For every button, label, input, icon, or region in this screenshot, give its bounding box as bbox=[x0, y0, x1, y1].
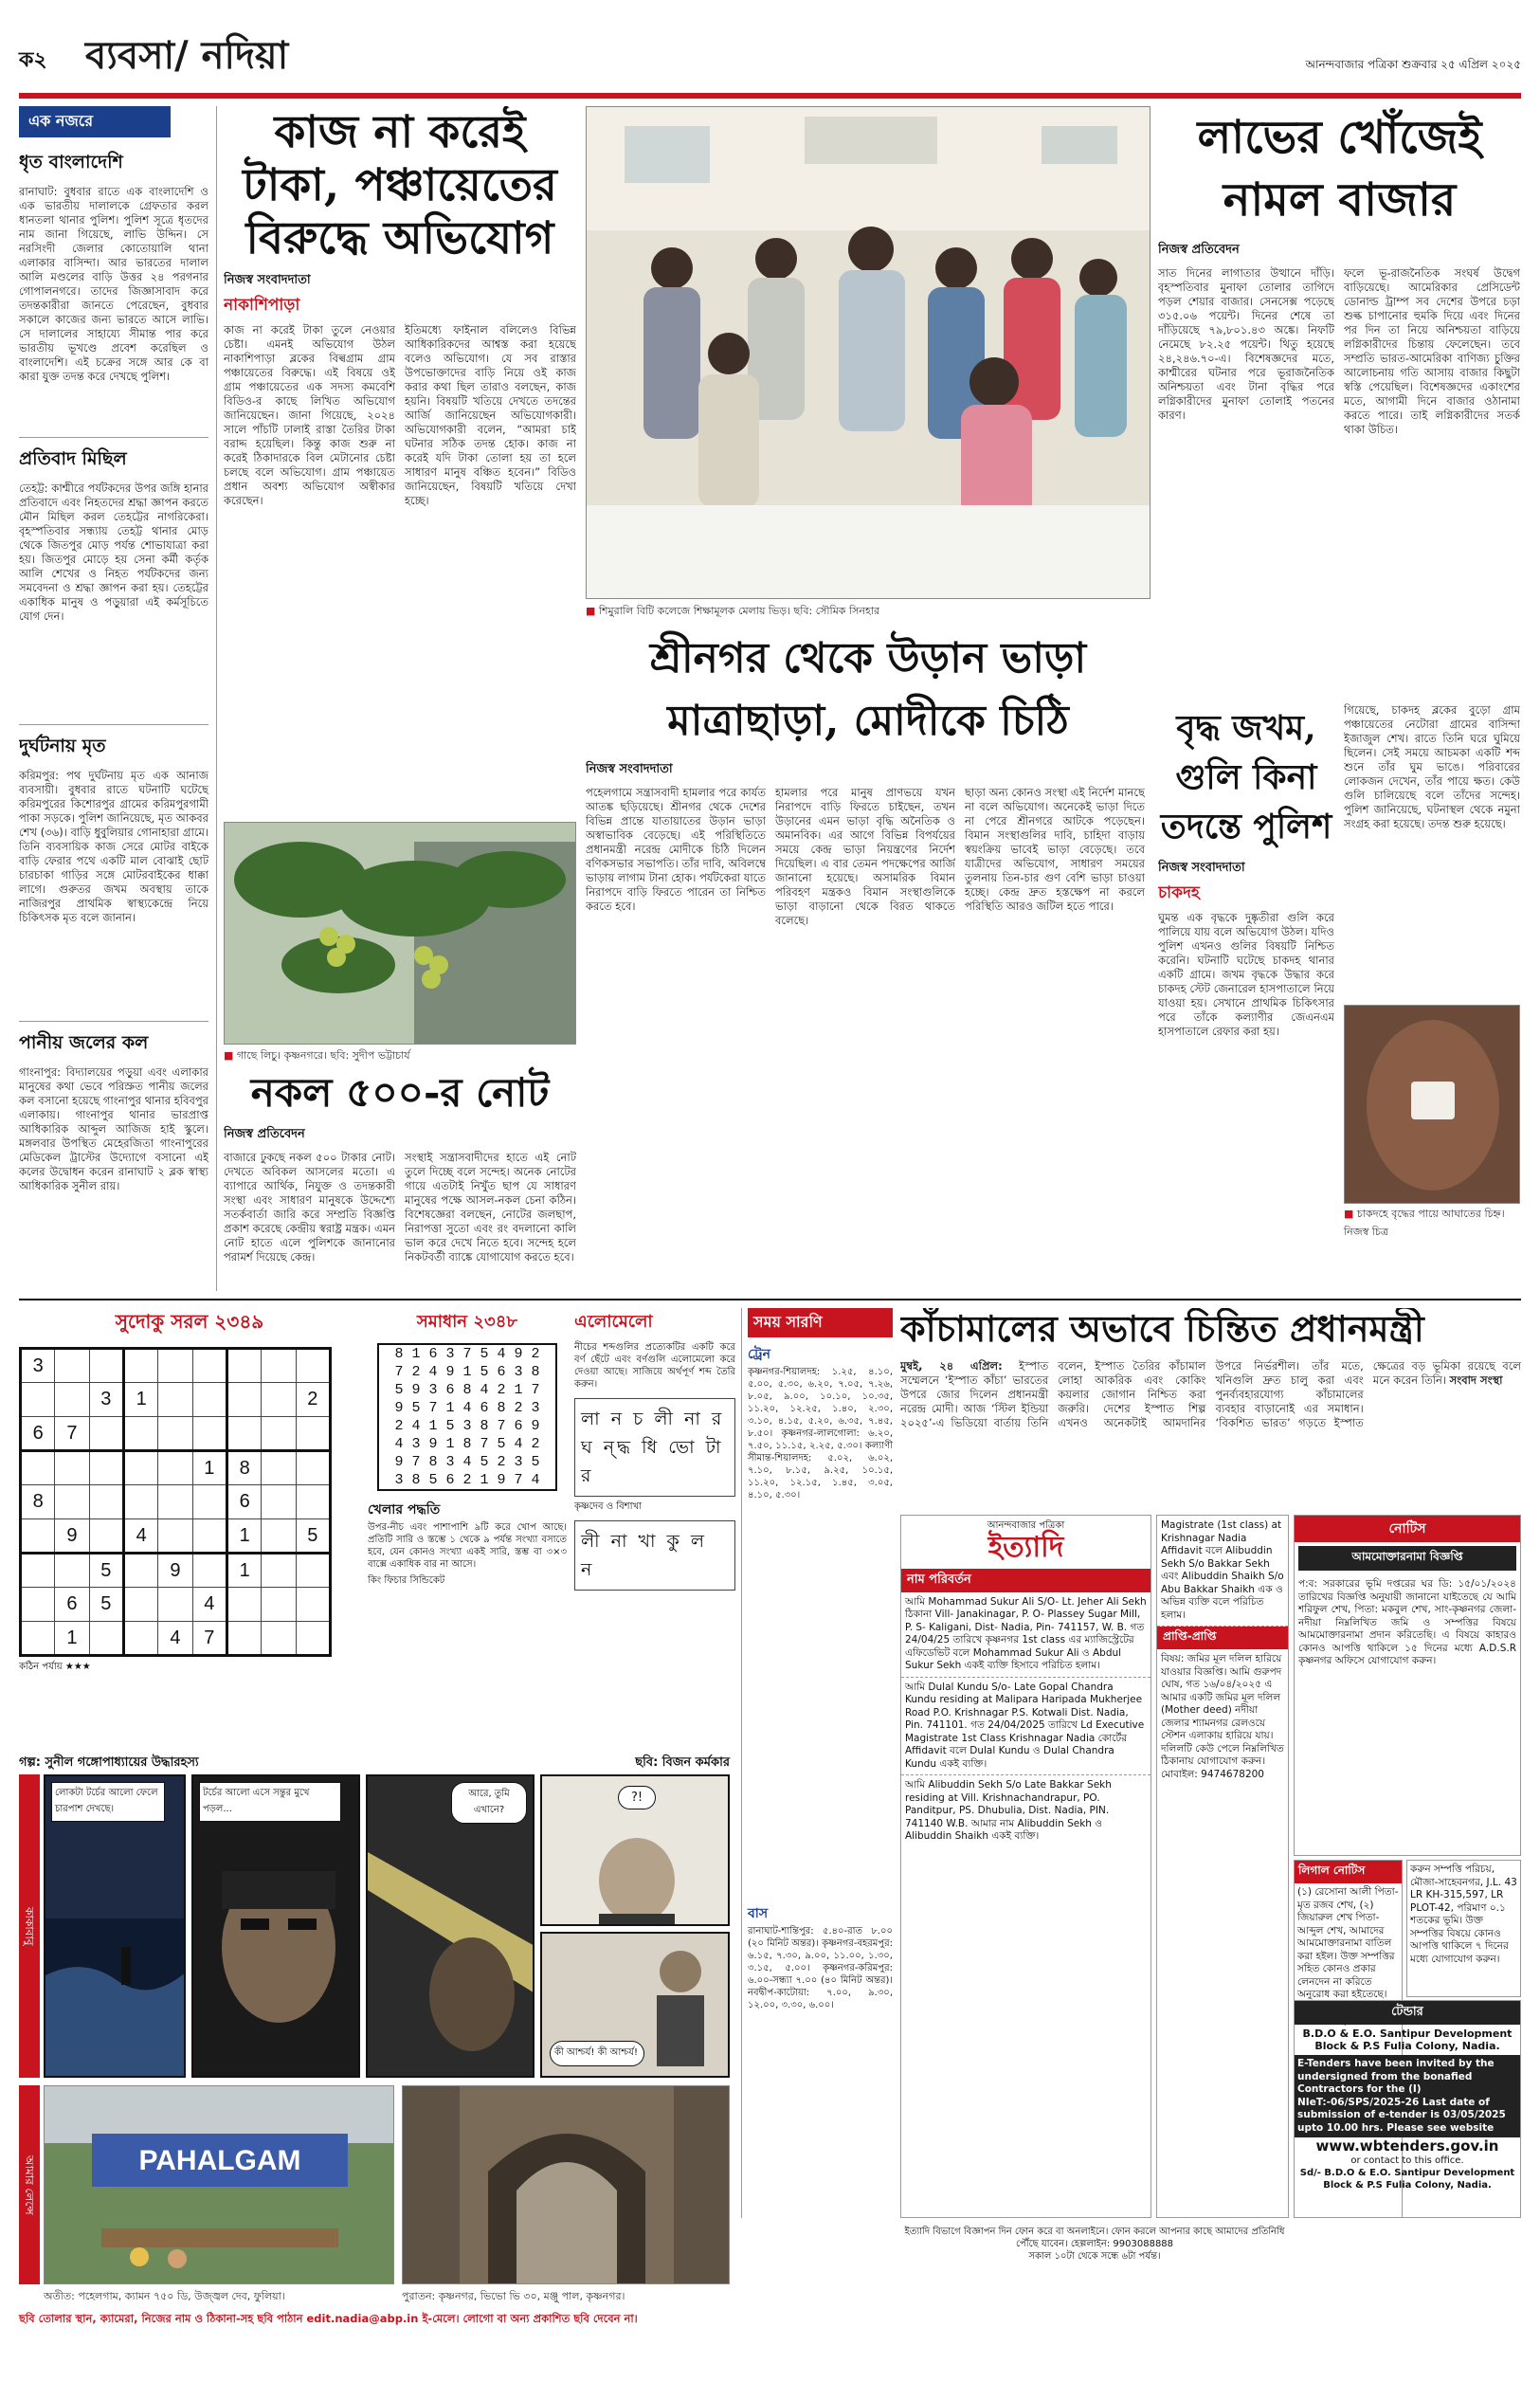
sudoku-cell[interactable] bbox=[123, 1622, 157, 1656]
body-col-2: হামলার পরে মানুষ প্রাণভয়ে যখন নিরাপদে বাড়ি ফিরতে চাইছেন, তখন উড়ানের এমন ভাড়া বৃদ্ধি অনৈতিক ও অমানবিক। এর আগে বিভিন্ন বিপর্যয়ের সময়ে কেন্দ্র ভাড়া নিয়ন্ত্রণের নির্দেশ দিয়েছিল। এ বার তেমন পদক্ষেপের আর্জি জানানো হয়েছে। অসামরিক বিমান পরিবহণ মন্ত্রকও বিমান সংস্থাগুলিকে ভাড়া বাড়ানো থেকে বিরত থাকতে বলেছে। bbox=[775, 786, 955, 927]
caption-text: শিমুরালি বিটি কলেজে শিক্ষামূলক মেলায় ভিড়। ছবি: সৌমিক সিনহার bbox=[598, 605, 880, 617]
elomelo-block bbox=[574, 1308, 735, 1744]
sudoku-cell[interactable]: 1 bbox=[226, 1519, 261, 1554]
ittadi-section-1: নাম পরিবর্তন bbox=[901, 1569, 1150, 1592]
pahalgam-illustration bbox=[45, 2086, 394, 2284]
brief-body: রানাঘাট: বুধবার রাতে এক বাংলাদেশি ও এক ভারতীয় দালালকে গ্রেফতার করল ধানতলা থানার পুলিশ। পুলিশ সূত্রে ধৃতদের নাম জানা গিয়েছে, লাভি উদ্দিন। সে নরসিংদী জেলার কোতোয়ালি থানা এলাকার বাসিন্দা। আর ভারতের দালাল আলি মণ্ডলের বাড়ি উত্তর ২৪ পরগনার গোপালনগরে। তাদের জিজ্ঞাসাবাদ করে তদন্তকারীরা জানতে পেরেছেন, বুধবার সকালে কাজের জন্য ভারতে আসে লাভি। সে দালালের সাহায্যে সীমান্ত পার করে ভারতীয় ভূখণ্ডে প্রবেশ করেছিল ও বাংলাদেশি। এই চক্রের সঙ্গে আর কে বা কারা যুক্ত তদন্ত করে দেখছে পুলিশ। bbox=[19, 185, 208, 383]
classified-ad: Magistrate (1st class) at Krishnagar Nadia Affidavit বলে Alibuddin Sekh S/o Bakkar Sekh এবং Alibuddin Shaikh S/o Abu Bakkar Shaikh এক ও অভিন্ন ব্যক্তি বলে পরিচিত হলাম। bbox=[1157, 1516, 1288, 1627]
masthead-rule bbox=[19, 93, 1521, 99]
sudoku-cell[interactable] bbox=[158, 1485, 192, 1519]
sudoku-cell[interactable] bbox=[21, 1519, 55, 1554]
sudoku-cell[interactable] bbox=[123, 1554, 157, 1588]
story-market bbox=[1158, 106, 1521, 694]
sudoku-cell[interactable] bbox=[262, 1485, 296, 1519]
timetable-block bbox=[741, 1308, 893, 2218]
column-rule bbox=[216, 106, 217, 1291]
sudoku-cell[interactable] bbox=[158, 1383, 192, 1417]
comic-story-credit: গল্প: সুনীল গঙ্গোপাধ্যায়ের উদ্ধারহস্য bbox=[19, 1755, 199, 1770]
sudoku-cell[interactable] bbox=[89, 1485, 123, 1519]
sudoku-cell[interactable]: 6 bbox=[226, 1485, 261, 1519]
sudoku-row bbox=[21, 1383, 331, 1417]
brief-body: গাংনাপুর: বিদ্যালয়ের পড়ুয়া এবং এলাকার মানুষের কথা ভেবে পরিস্রুত পানীয় জলের কল বসানো হয়েছে গাংনাপুর থানার হবিবপুর এলাকায়। গাংনাপুর থানার ভারপ্রাপ্ত আধিকারিক আব্দুল আজিজ হাই স্কুলে। মঙ্গলবার উপস্থিত মেহেরজিতা গাংনাপুরের মেডিকেল ট্রাস্টের উদ্যোগে বসানো এই কলের উদ্বোধন করেন রানাঘাট ২ ব্লক স্বাস্থ্য আধিকারিক সুনীল রায়। bbox=[19, 1065, 208, 1192]
tender-block bbox=[1294, 2000, 1521, 2218]
sudoku-cell[interactable] bbox=[192, 1383, 226, 1417]
body-col-1: পহেলগামে সন্ত্রাসবাদী হামলার পরে কার্যত আতঙ্ক ছড়িয়েছে। শ্রীনগর থেকে দেশের বিভিন্ন প্রান্তে যাতায়াতের উড়ান ভাড়া অস্বাভাবিক বেড়েছে। এই পরিস্থিতিতে প্রধানমন্ত্রী নরেন্দ্র মোদীকে চিঠি দিলেন বণিকসভার সভাপতি। তাঁর দাবি, অবিলম্বে ভাড়ায় লাগাম টানা হোক। পর্যটকেরা যাতে নিরাপদে বাড়ি ফিরতে পারেন তা নিশ্চিত করতে হবে। bbox=[586, 786, 766, 913]
comic-label: কাকাবাবু bbox=[19, 1774, 40, 2078]
photo-injury-caption bbox=[1344, 1206, 1520, 1242]
speech-box: টর্চের আলো এসে সন্তুর মুখে পড়ল... bbox=[199, 1782, 341, 1822]
paper-date: আনন্দবাজার পত্রিকা শুক্রবার ২৫ এপ্রিল ২০২৫ bbox=[1305, 58, 1521, 71]
sudoku-block bbox=[19, 1308, 360, 1744]
caption-text: চাকদহে বৃদ্ধের পায়ে আঘাতের চিহ্ন। নিজস্ব চিত্র bbox=[1344, 1208, 1505, 1238]
sudoku-cell[interactable] bbox=[55, 1349, 89, 1383]
caption-marker-icon: ■ bbox=[1344, 1208, 1354, 1220]
sudoku-row bbox=[21, 1554, 331, 1588]
story6-body bbox=[900, 1359, 1521, 1482]
ittadi-paper-tag: আনন্দবাজার পত্রিকা bbox=[987, 1520, 1065, 1531]
ittadi-header bbox=[901, 1516, 1150, 1569]
section-divider bbox=[19, 1299, 1521, 1300]
ek-nojore-tag: এক নজরে bbox=[19, 106, 171, 137]
story-srinagar-fare bbox=[586, 627, 1150, 1291]
speech-box: লোকটা টর্চের আলো ফেলে চারপাশ দেখছে। bbox=[51, 1782, 165, 1822]
ittadi-block bbox=[900, 1515, 1151, 2218]
sudoku-cell[interactable] bbox=[192, 1519, 226, 1554]
body-col-1: কাজ না করেই টাকা তুলে নেওয়ার চেষ্টা। এমনই অভিযোগ উঠল নাকাশিপাড়া ব্লকের বিল্বগ্রাম গ্রাম পঞ্চায়েতের বিরুদ্ধে। এই বিষয়ে ওই গ্রাম পঞ্চায়েতের এক সদস্য কমবেশি বিডিও-র কাছে লিখিত অভিযোগ জানিয়েছেন। জানা গিয়েছে, ২০২৪ সালে পাঁচটি ঢালাই রাস্তা তৈরির টাকা বরাদ্দ হয়েছিল। কিন্তু কাজ শুরু না করেই ঠিকাদারকে বিল মেটানোর চেষ্টা চলছে বলে অভিযোগ। গ্রাম পঞ্চায়েত প্রধান অবশ্য অভিযোগ অস্বীকার করেছেন। bbox=[224, 323, 395, 507]
ittadi-footer bbox=[900, 2226, 1289, 2263]
solution-credit: কিং ফিচার সিন্ডিকেট bbox=[368, 1575, 445, 1586]
sudoku-cell[interactable] bbox=[262, 1588, 296, 1622]
sudoku-cell[interactable] bbox=[21, 1588, 55, 1622]
legal-notice-right bbox=[1406, 1860, 1521, 1997]
sudoku-cell[interactable] bbox=[296, 1622, 330, 1656]
sudoku-difficulty: কঠিন পর্যায় ★★★ bbox=[19, 1662, 91, 1672]
legal-title: লিগাল নোটিস bbox=[1295, 1861, 1402, 1883]
story-fake-note bbox=[224, 1066, 576, 1291]
bus-body: রানাঘাট-শান্তিপুর: ৫.৪০-রাত ৮.০০ (২০ মিনিট অন্তর)। কৃষ্ণনগর-বহরমপুর: ৬.১৫, ৭.৩০, ৯.০০, ১১.০০, ১.৩০, ৩.১৫, ৫.০০। কৃষ্ণনগর-করিমপুর: ৬.০০-সন্ধ্যা ৭.০০ (৪০ মিনিট অন্তর)। নবদ্বীপ-কাটোয়া: ৭.০০, ৯.৩০, ১২.০০, ৩.৩০, ৬.০০। bbox=[748, 1926, 893, 2010]
ittadi-col2 bbox=[1156, 1515, 1289, 2218]
sudoku-cell[interactable]: 2 bbox=[296, 1383, 330, 1417]
sudoku-cell[interactable] bbox=[158, 1588, 192, 1622]
dateline: চাকদহ bbox=[1158, 883, 1200, 902]
brief-title: প্রতিবাদ মিছিল bbox=[19, 448, 127, 469]
elomelo-title: এলোমেলো bbox=[574, 1312, 653, 1332]
sudoku-cell[interactable]: 3 bbox=[89, 1383, 123, 1417]
injury-photo-illustration bbox=[1345, 1006, 1520, 1204]
comic-art-credit: ছবি: বিজন কর্মকার bbox=[635, 1755, 730, 1770]
ittadi-section-2: প্রাপ্তি-প্রাপ্তি bbox=[1157, 1627, 1288, 1649]
solution-row: 5 9 3 6 8 4 2 1 7 bbox=[394, 1382, 540, 1398]
sudoku-cell[interactable]: 3 bbox=[21, 1349, 55, 1383]
sudoku-cell[interactable] bbox=[262, 1554, 296, 1588]
byline: নিজস্ব সংবাদদাতা bbox=[586, 762, 673, 776]
sudoku-cell[interactable] bbox=[55, 1451, 89, 1485]
sudoku-cell[interactable]: 6 bbox=[21, 1417, 55, 1451]
comic-panel-4 bbox=[540, 1774, 730, 1926]
sudoku-cell[interactable]: 1 bbox=[55, 1622, 89, 1656]
comic-panel-3 bbox=[366, 1774, 534, 2078]
solution-row: 3 8 5 6 2 1 9 7 4 bbox=[394, 1472, 540, 1488]
byline: নিজস্ব প্রতিবেদন bbox=[1158, 243, 1240, 257]
sudoku-cell[interactable]: 6 bbox=[55, 1588, 89, 1622]
brief-body: তেহট্ট: কাশ্মীরে পর্যটকদের উপর জঙ্গি হানার প্রতিবাদে এবং নিহতদের শ্রদ্ধা জ্ঞাপন করতে মৌন মিছিল করল তেহট্টের নাগরিকেরা। বৃহস্পতিবার সন্ধ্যায় তেহট্ট থানার মোড় থেকে জিতপুর মোড় পর্যন্ত শোভাযাত্রা করা হয়। জিতপুর মোড়ে হয় সেনা কর্মী কর্তৃক আলি শেখের ও নিহত পর্যটকদের জন্য সমবেদনা ও শ্রদ্ধা জ্ঞাপন করা হয়। তেহট্টের একাধিক মানুষ ও পড়ুয়ারা এই কর্মসূচিতে যোগ দেন। bbox=[19, 482, 208, 623]
sudoku-cell[interactable] bbox=[296, 1554, 330, 1588]
elomelo-instructions: নীচের শব্দগুলির প্রত্যেকটির একটি করে বর্ণ ছেঁটে এবং বর্ণগুলি এলোমেলো করে দেওয়া আছে। সাজিয়ে অর্থপূর্ণ শব্দ তৈরি করুন। bbox=[574, 1342, 735, 1390]
lychee-photo-illustration bbox=[225, 823, 576, 1045]
sudoku-cell[interactable]: 9 bbox=[158, 1554, 192, 1588]
sudoku-cell[interactable] bbox=[226, 1417, 261, 1451]
tender-website[interactable]: www.wbtenders.gov.in bbox=[1315, 2137, 1499, 2155]
sudoku-cell[interactable] bbox=[226, 1383, 261, 1417]
sudoku-cell[interactable]: 7 bbox=[55, 1417, 89, 1451]
bus-title: বাস bbox=[748, 1906, 769, 1921]
comic-block bbox=[19, 1754, 730, 2081]
sudoku-cell[interactable] bbox=[192, 1417, 226, 1451]
body-col-2: ফলে ভূ-রাজনৈতিক সংঘর্ষ উদ্বেগ বাড়িয়েছে। আমেরিকার প্রেসিডেন্ট ডোনাল্ড ট্রাম্প সব দেশের উপরে চড়া শুল্ক চাপানোর হুমকি দিয়ে এবং দিনের পর দিন তা নিয়ে অনিশ্চয়তা বাড়িয়ে লগ্নিকারীদের চিন্তায় ফেলেছেন। তবে সম্প্রতি ভারত-আমেরিকা বাণিজ্য চুক্তির আলোচনায় গতি আসায় বাজার কিছুটা স্বস্তি পেয়েছিল। বিশেষজ্ঞদের একাংশের মতে, আগামী দিনে বাজার ওঠানামা করতে পারে। তাই লগ্নিকারীদের সতর্ক থাকা উচিত। bbox=[1344, 266, 1520, 436]
notices-title: নোটিস bbox=[1295, 1516, 1520, 1542]
sudoku-row bbox=[21, 1622, 331, 1656]
headline: লাভের খোঁজেই নামল বাজার bbox=[1197, 111, 1482, 227]
brief-body: করিমপুর: পথ দুর্ঘটনায় মৃত এক আনাজ ব্যবসায়ী। বুধবার রাতে ঘটনাটি ঘটেছে করিমপুরের কিশোরপুর গ্রামের করিমপুরগামী পাকা সড়কে। পুলিশ জানিয়েছে, মৃত আকবর শেখ (৩৬)। বাড়ি ধুবুলিয়ার গোনাহারা গ্রামে। তিনি ব্যবসায়িক কাজ সেরে মোটর বাইকে বাড়ি ফেরার পথে একটি মাল বোঝাই ছোট চারচাকা গাড়ির সঙ্গে মোটরবাইকের ধাক্কা লাগে। গুরুতর জখম অবস্থায় তাকে নাজিরপুর প্রাথমিক স্বাস্থ্যকেন্দ্রে নিয়ে চিকিৎসক মৃত বলে জানান। bbox=[19, 769, 208, 924]
classified-ad: আমি Dulal Kundu S/o- Late Gopal Chandra Kundu residing at Malipara Haripada Mukherjee Road P.O. Krishnagar P.S. Kotwali Dist. Nadia, Pin. 741101. গত 24/04/2025 তারিখে Ld Executive Magistrate 1st Class Krishnagar Nadia কোর্টের Affidavit বলে Dulal Kundu ও Dulal Chandra Kundu একই ব্যক্তি। bbox=[901, 1678, 1150, 1776]
classified-ad: বিষয়: জমির মূল দলিল হারিয়ে যাওয়ার বিজ্ঞপ্তি। আমি গুরুপদ ঘোষ, গত ১৬/০৪/২০২৫ এ আমার একটি জমির মূল দলিল (Mother deed) নদীয়া জেলার শ্যামনগর রেলওয়ে স্টেশন এলাকায় হারিয়ে যায়। দলিলটি কেউ পেলে নিম্নলিখিত ঠিকানায় যোগাযোগ করুন। মোবাইল: 9474678200 bbox=[1161, 1653, 1284, 1780]
torch-light-illustration bbox=[368, 1833, 534, 2078]
tender-contact: or contact to this office. bbox=[1350, 2155, 1464, 2166]
dateline: নাকাশিপাড়া bbox=[224, 296, 300, 315]
sudoku-cell[interactable]: 1 bbox=[123, 1383, 157, 1417]
sudoku-cell[interactable] bbox=[296, 1417, 330, 1451]
fair-photo-illustration bbox=[587, 107, 1150, 599]
brief-3 bbox=[19, 724, 208, 1006]
byline: নিজস্ব সংবাদদাতা bbox=[1158, 861, 1245, 875]
brief-title: ধৃত বাংলাদেশি bbox=[19, 152, 123, 173]
sudoku-cell[interactable]: 8 bbox=[21, 1485, 55, 1519]
brief-1 bbox=[19, 149, 208, 422]
sudoku-cell[interactable] bbox=[296, 1588, 330, 1622]
ittadi-brand: ইত্যাদি bbox=[987, 1531, 1064, 1564]
speech-bubble: কী আশ্চর্য! কী আশ্চর্য! bbox=[550, 2041, 644, 2066]
ittadi-footer-line-1: ইত্যাদি বিভাগে বিজ্ঞাপন দিন ফোন করে বা অনলাইনে। ফোন করলে আপনার কাছে আমাদের প্রতিনিধি পৌঁছে যাবেন। হেল্পলাইন: 9903088888 bbox=[904, 2227, 1285, 2249]
sudoku-cell[interactable] bbox=[262, 1417, 296, 1451]
sudoku-cell[interactable] bbox=[262, 1622, 296, 1656]
sudoku-cell[interactable] bbox=[192, 1554, 226, 1588]
camera-caption-1: অতীত: পহেলগাম, ক্যামন ৭৫০ ডি, উজ্জ্বল দেব, ফুলিয়া। bbox=[44, 2290, 285, 2302]
sudoku-cell[interactable]: 1 bbox=[226, 1554, 261, 1588]
sudoku-row bbox=[21, 1451, 331, 1485]
solution-block bbox=[368, 1308, 567, 1744]
train-title: ট্রেন bbox=[748, 1347, 770, 1362]
solution-grid bbox=[377, 1343, 557, 1491]
sudoku-cell[interactable] bbox=[55, 1485, 89, 1519]
brief-title: পানীয় জলের কল bbox=[19, 1032, 149, 1053]
sudoku-cell[interactable]: 9 bbox=[55, 1519, 89, 1554]
sudoku-cell[interactable] bbox=[158, 1349, 192, 1383]
solution-row: 7 2 4 9 1 5 6 3 8 bbox=[394, 1364, 540, 1380]
sudoku-cell[interactable]: 7 bbox=[192, 1622, 226, 1656]
photo-lychee-caption bbox=[224, 1047, 576, 1065]
sudoku-cell[interactable] bbox=[226, 1588, 261, 1622]
classified-ad: আমি Mohammad Sukur Ali S/O- Lt. Jeher Ali Sekh ঠিকানা Vill- Janakinagar, P. O- Plassey Sugar Mill, P. S- Kaligani, Dist- Nadia, Pin- 741157, W. B. গত 24/04/25 তারিখে কৃষ্ণনগর 1st class এর ম্যাজিস্ট্রেটের এফিডেভিট বলে Mohammad Sukur Ali ও Abdul Sukur Sekh একই ব্যক্তি হিসাবে পরিচিত হলাম। bbox=[901, 1592, 1150, 1678]
comic-panel-5 bbox=[540, 1932, 730, 2078]
body-col-1: সাত দিনের লাগাতার উত্থানে দাঁড়ি। বৃহস্পতিবার মুনাফা তোলার তাগিদে পড়ল শেয়ার বাজার। সেনসেক্স পড়েছে ৩১৫.০৬ পয়েন্ট। দিনের শেষে তা দাঁড়িয়েছে ৭৯,৮০১.৪৩ অঙ্কে। নিফটি নেমেছে ৮২.২৫ পয়েন্ট। থিতু হয়েছে ২৪,২৪৬.৭০-এ। বিশেষজ্ঞদের মতে, কাশ্মীরের ঘটনার পরে ভূরাজনৈতিক অনিশ্চয়তা এবং টানা বৃদ্ধির পরে লগ্নিকারীদের মুনাফা তোলাই পতনের কারণ। bbox=[1158, 266, 1334, 422]
ek-nojore-column bbox=[19, 106, 208, 1291]
sudoku-cell[interactable] bbox=[123, 1485, 157, 1519]
sudoku-cell[interactable] bbox=[296, 1485, 330, 1519]
body-col-1: ঘুমন্ত এক বৃদ্ধকে দুষ্কৃতীরা গুলি করে পালিয়ে যায় বলে অভিযোগ উঠল। যদিও পুলিশ এখনও গুলির বিষয়টি নিশ্চিত করেনি। ঘটনাটি ঘটেছে চাকদহ থানার একটি গ্রামে। জখম বৃদ্ধকে উদ্ধার করে চাকদহ স্টেট জেনারেল হাসপাতালে নিয়ে যাওয়া হয়। সেখানে প্রাথমিক চিকিৎসার পরে তাঁকে কল্যাণীর জেএনএম হাসপাতালে রেফার করা হয়। bbox=[1158, 911, 1334, 1038]
body-col-2: ইতিমধ্যে ফাইনাল বলিলেও বিভিন্ন আধিকারিকদের আশ্বস্ত করা হয়েছে বলেও অভিযোগ। যে সব রাস্তার উপভোক্তাদের বাড়ি নিয়ে ওই কাজ করার কথা ছিল তারাও বলছেন, কাজ হয়নি। বিষয়টি খতিয়ে দেখতে তদন্তের আর্জি জানিয়েছেন অভিযোগকারী। অভিযোগকারী বলেন, “আমরা চাই ঘটনার সঠিক তদন্ত হোক। কাজ না করেই যদি টাকা তোলা হয় তা হলে সাধারণ মানুষ বঞ্চিত হবেন।” বিডিও জানিয়েছেন, বিষয়টি খতিয়ে দেখা হচ্ছে। bbox=[405, 323, 576, 507]
sudoku-row bbox=[21, 1588, 331, 1622]
story-elderly-injured bbox=[1158, 703, 1521, 1291]
headline: কাজ না করেই টাকা, পঞ্চায়েতের বিরুদ্ধে অভিযোগ bbox=[243, 106, 557, 264]
photo-injury bbox=[1344, 1005, 1520, 1204]
elomelo-set-2: লী না খা কু ল ন bbox=[574, 1520, 735, 1591]
story6-text: ইস্পাত সম্মেলনে ‘ইস্পাত কাঁচা’ ভারতের উপরে জোর দিলেন প্রধানমন্ত্রী নরেন্দ্র মোদী। আজ ‘স্টিল ইন্ডিয়া ২০২৫’-এ ভিডিয়ো বার্তায় তিনি বলেন, ইস্পাত তৈরির কাঁচামাল লোহা আকরিক এবং কোকিং কয়লার জোগান নিশ্চিত করা জরুরি। দেশের ইস্পাত শিল্প এখনও অনেকটাই আমদানির উপরে নির্ভরশীল। তাঁর মতে, খনিগুলি দ্রুত চালু করা এবং পুনর্ব্যবহারযোগ্য কাঁচামালের ব্যবহার বাড়ানোই এর সমাধান। ‘বিকশিত ভারত’ গড়তে ইস্পাত ক্ষেত্রের বড় ভূমিকা রয়েছে বলে মনে করেন তিনি। bbox=[900, 1358, 1521, 1429]
sudoku-cell[interactable] bbox=[262, 1383, 296, 1417]
pahalgam-sign: PAHALGAM bbox=[138, 2145, 301, 2176]
sudoku-cell[interactable]: 5 bbox=[296, 1519, 330, 1554]
sudoku-cell[interactable] bbox=[89, 1622, 123, 1656]
sudoku-row bbox=[21, 1519, 331, 1554]
sudoku-row bbox=[21, 1485, 331, 1519]
byline: নিজস্ব প্রতিবেদন bbox=[224, 1127, 305, 1141]
tender-body: E-Tenders have been invited by the undersigned from the bonafied Contractors for the (I) NIeT:-06/SPS/2025-26 Last date of submission of e-tender is 03/05/2025 upto 10.00 hrs. Please see website bbox=[1295, 2055, 1520, 2137]
sudoku-cell[interactable] bbox=[123, 1451, 157, 1485]
solution-row: 4 3 9 1 8 7 5 4 2 bbox=[394, 1436, 540, 1452]
agency: সংবাদ সংস্থা bbox=[1449, 1373, 1503, 1387]
camera-label: আমার লেন্সে bbox=[19, 2085, 40, 2284]
sudoku-cell[interactable]: 1 bbox=[192, 1451, 226, 1485]
solution-title: সমাধান ২৩৪৮ bbox=[416, 1312, 518, 1332]
dateline: মুম্বই, ২৪ এপ্রিল: bbox=[900, 1358, 1003, 1373]
classified-ad: আমি Alibuddin Sekh S/o Late Bakkar Sekh residing at Vill. Krishnachandrapur, PO. Panditpur, PS. Dhubulia, Dist. Nadia, PIN. 741140 W.B. আমার নাম Alibuddin Sekh ও Alibuddin Shaikh একই ব্যক্তি। bbox=[905, 1779, 1112, 1842]
tender-title: টেন্ডার bbox=[1295, 2001, 1520, 2025]
byline: নিজস্ব সংবাদদাতা bbox=[224, 273, 311, 287]
sudoku-grid bbox=[19, 1347, 332, 1657]
headline: বৃদ্ধ জখম, গুলি কিনা তদন্তে পুলিশ bbox=[1160, 708, 1332, 846]
photo-lychee bbox=[224, 822, 576, 1045]
camera-block bbox=[19, 2085, 730, 2360]
sudoku-cell[interactable] bbox=[262, 1349, 296, 1383]
sudoku-cell[interactable]: 4 bbox=[158, 1622, 192, 1656]
caption-text: গাছে লিচু। কৃষ্ণনগরে। ছবি: সুদীপ ভট্টাচার্য bbox=[236, 1049, 410, 1062]
sudoku-cell[interactable] bbox=[158, 1417, 192, 1451]
sudoku-cell[interactable] bbox=[55, 1383, 89, 1417]
photo-fair-caption bbox=[586, 603, 1150, 621]
notice-body: প:ব: সরকারের ভূমি দপ্তরের ঘর ডি: ১৫/০১/২০২৪ তারিখের বিজ্ঞপ্তি অনুযায়ী জানানো যাইতেছে যে আমি শরিফুল শেখ, পিতা: মকবুল শেখ, সাং-কৃষ্ণনগর জেলা-নদীয়া নিম্নলিখিত জমি ও সম্পত্তির বিষয়ে আমমোক্তারনামা প্রদান করিতেছি। এ বিষয়ে কাহারও কোনও আপত্তি থাকিলে ১৫ দিনের মধ্যে A.D.S.R কৃষ্ণনগর অফিসে যোগাযোগ করুন। bbox=[1298, 1578, 1516, 1666]
sudoku-cell[interactable] bbox=[89, 1519, 123, 1554]
comic-header bbox=[19, 1754, 730, 1773]
speech-bubble: আরে, তুমি এখানে? bbox=[451, 1782, 527, 1824]
page-number: ক২ bbox=[19, 48, 47, 72]
sudoku-cell[interactable] bbox=[21, 1451, 55, 1485]
camera-footer: ছবি তোলার স্থান, ক্যামেরা, নিজের নাম ও ঠিকানা-সহ ছবি পাঠান edit.nadia@abp.in ই-মেলে। লোগো বা অন্য প্রকাশিত ছবি দেবেন না। bbox=[19, 2312, 638, 2325]
sudoku-cell[interactable]: 5 bbox=[89, 1554, 123, 1588]
photo-pahalgam bbox=[44, 2085, 394, 2284]
sudoku-cell[interactable] bbox=[192, 1349, 226, 1383]
body-col-1: বাজারে ঢুকছে নকল ৫০০ টাকার নোট। দেখতে অবিকল আসলের মতো। এ ব্যাপারে আর্থিক, নিযুক্ত ও তদন্তকারী সংস্থা এবং সাধারণ মানুষকে উদ্দেশ্যে সতর্কবার্তা জারি করে সম্প্রতি বিজ্ঞপ্তি প্রকাশ করেছে কেন্দ্রীয় স্বরাষ্ট্র মন্ত্রক। এমন নোট হাতে এলে পুলিশকে জানানোর পরামর্শ দিয়েছে কেন্দ্র। bbox=[224, 1151, 395, 1264]
headline: নকল ৫০০-র নোট bbox=[250, 1069, 550, 1116]
camera-caption-2: পুরাতন: কৃষ্ণনগর, ভিভো ভি ৩০, মঞ্জু পাল, কৃষ্ণনগর। bbox=[402, 2290, 625, 2302]
face-illustration bbox=[212, 1843, 345, 2070]
sudoku-cell[interactable] bbox=[296, 1349, 330, 1383]
masthead bbox=[19, 34, 1521, 91]
ittadi-footer-line-2: সকাল ১০টা থেকে সন্ধে ৬টা পর্যন্ত। bbox=[1028, 2251, 1161, 2262]
body-col-2: গিয়েছে, চাকদহ ব্লকের বুড়ো গ্রাম পঞ্চায়েতের নেটোরা গ্রামের বাসিন্দা ইজাজুল শেখ। রাতে তিনি ঘরে ঘুমিয়ে ছিলেন। সেই সময়ে আচমকা একটি শব্দ শুনে তাঁর ঘুম ভাঙে। পরিবারের লোকজন দেখেন, তাঁর পায়ে ক্ষত। কেউ গুলি চালিয়েছে বলে তাঁদের সন্দেহ। পুলিশ জানিয়েছে, ঘটনাস্থল থেকে নমুনা সংগ্রহ করা হয়েছে। তদন্ত শুরু হয়েছে। bbox=[1344, 703, 1520, 830]
story-panchayat bbox=[224, 106, 576, 812]
headline: কাঁচামালের অভাবে চিন্তিত প্রধানমন্ত্রী bbox=[900, 1308, 1424, 1350]
speech-bubble: ?! bbox=[618, 1786, 656, 1809]
sudoku-cell[interactable] bbox=[192, 1485, 226, 1519]
sudoku-cell[interactable] bbox=[158, 1519, 192, 1554]
sudoku-cell[interactable]: 5 bbox=[89, 1588, 123, 1622]
solution-row: 2 4 1 5 3 8 7 6 9 bbox=[394, 1418, 540, 1434]
tender-sign: Sd/- B.D.O & E.O. Santipur Development Block & P.S Fulia Colony, Nadia. bbox=[1299, 2168, 1515, 2191]
photo-fair bbox=[586, 106, 1150, 599]
section-title: ব্যবসা/ নদিয়া bbox=[85, 33, 289, 78]
solution-row: 9 5 7 1 4 6 8 2 3 bbox=[394, 1400, 540, 1416]
sudoku-cell[interactable] bbox=[55, 1554, 89, 1588]
sudoku-cell[interactable] bbox=[123, 1588, 157, 1622]
sea-night-illustration bbox=[45, 1918, 186, 2078]
sudoku-cell[interactable]: 4 bbox=[123, 1519, 157, 1554]
caption-marker-icon: ■ bbox=[224, 1049, 234, 1062]
comic-panel-2 bbox=[191, 1774, 360, 2078]
sudoku-cell[interactable] bbox=[89, 1349, 123, 1383]
timetable-title: সময় সারণি bbox=[748, 1308, 893, 1337]
sudoku-cell[interactable] bbox=[226, 1622, 261, 1656]
sudoku-cell[interactable] bbox=[21, 1622, 55, 1656]
photo-krishnanagar bbox=[402, 2085, 730, 2284]
rules-body: উপর-নীচ এবং পাশাপাশি ৯টি করে খোপ আছে। প্রতিটি সারি ও স্তম্ভে ১ থেকে ৯ পর্যন্ত সংখ্যা বসাতে হবে, যেন কোনও সংখ্যা একই সারি, স্তম্ভ বা ৩×৩ বাক্সে একাধিক বার না আসে। bbox=[368, 1522, 567, 1570]
body-col-3: ছাড়া অন্য কোনও সংস্থা এই নির্দেশ মানছে না বলে অভিযোগ। অনেকেই ভাড়া দিতে না পেরে শ্রীনগরে আটকে পড়েছেন। বিমান সংস্থাগুলির দাবি, চাহিদা বাড়ায় স্বয়ংক্রিয় ভাবেই ভাড়া বেড়েছে। তবে যাত্রীদের অভিযোগ, সাধারণ সময়ের তুলনায় তিন-চার গুণ বেশি ভাড়া চাওয়া হচ্ছে। কেন্দ্র দ্রুত হস্তক্ষেপ না করলে পরিস্থিতি আরও জটিল হতে পারে। bbox=[965, 786, 1145, 913]
sudoku-cell[interactable] bbox=[21, 1554, 55, 1588]
notices-subtitle: আমমোক্তারনামা বিজ্ঞপ্তি bbox=[1298, 1546, 1516, 1571]
sudoku-cell[interactable] bbox=[123, 1349, 157, 1383]
notices-block bbox=[1294, 1515, 1521, 1856]
rules-title: খেলার পদ্ধতি bbox=[368, 1502, 441, 1518]
sudoku-cell[interactable] bbox=[89, 1451, 123, 1485]
solution-row: 8 1 6 3 7 5 4 9 2 bbox=[394, 1346, 540, 1362]
figure-illustration bbox=[561, 1824, 713, 1926]
caption-marker-icon: ■ bbox=[586, 605, 596, 617]
sudoku-cell[interactable]: 4 bbox=[192, 1588, 226, 1622]
gate-illustration bbox=[403, 2086, 730, 2284]
sudoku-cell[interactable] bbox=[262, 1451, 296, 1485]
train-body: কৃষ্ণনগর-শিয়ালদহ: ১.২৫, ৪.১০, ৫.০০, ৫.৩০, ৬.২০, ৭.০৫, ৭.২৬, ৮.০৫, ৯.০০, ১০.১০, ১০.৩৫, ১১.২০, ১২.২৫, ১.৪০, ২.৩০, ৩.১০, ৪.১৫, ৫.২০, ৬.৩৫, ৭.৪৫, ৮.৫০। কৃষ্ণনগর-লালগোলা: ৬.২০, ৭.৫০, ১১.১৫, ২.২৫, ৫.৩০। কল্যাণী সীমান্ত-শিয়ালদহ: ৫.০২, ৬.০২, ৭.১০, ৮.১৫, ৯.২৫, ১০.১৫, ১১.২০, ১২.১৫, ১.৪৫, ৩.০৫, ৪.১০, ৫.৩০। bbox=[748, 1367, 893, 1500]
sudoku-cell[interactable] bbox=[262, 1519, 296, 1554]
sudoku-cell[interactable] bbox=[123, 1417, 157, 1451]
body-col-2: সংস্থাই সন্ত্রাসবাদীদের হাতে এই নোট তুলে দিচ্ছে বলে সন্দেহ। অনেক নোটের গায়ে এতটাই নিখুঁত ছাপ যে সাধারণ মানুষের পক্ষে আসল-নকল চেনা কঠিন। বিশেষজ্ঞেরা বলছেন, নোটের জলছাপ, নিরাপত্তা সুতো এবং রং বদলানো কালি ভাল করে দেখে নিতে হবে। সন্দেহ হলে নিকটবর্তী ব্যাঙ্কে যোগাযোগ করতে হবে। bbox=[405, 1151, 576, 1264]
legal-right-body: করুন সম্পত্তি পরিচয়, মৌজা-সাহেবনগর, J.L. 43 LR KH-315,597, LR PLOT-42, পরিমাণ ০.১ শতকের ভূমি। উক্ত সম্পত্তির বিষয়ে কোনও আপত্তি থাকিলে ৭ দিনের মধ্যে যোগাযোগ করুন। bbox=[1410, 1864, 1517, 1965]
sudoku-row bbox=[21, 1417, 331, 1451]
sudoku-row bbox=[21, 1349, 331, 1383]
sudoku-cell[interactable]: 8 bbox=[226, 1451, 261, 1485]
sudoku-cell[interactable] bbox=[21, 1383, 55, 1417]
story-pm-raw-material bbox=[900, 1308, 1521, 1507]
sudoku-cell[interactable] bbox=[89, 1417, 123, 1451]
elomelo-credit: কৃষ্ণদেব ও বিশাখা bbox=[574, 1501, 642, 1512]
elomelo-set-1: লা ন চ লী না র ঘ ন্দ্ধ ধি ভো টা র bbox=[574, 1398, 735, 1497]
sudoku-cell[interactable] bbox=[296, 1451, 330, 1485]
comic-panel-1 bbox=[44, 1774, 186, 2078]
brief-4 bbox=[19, 1021, 208, 1246]
brief-2 bbox=[19, 437, 208, 709]
brief-title: দুর্ঘটনায় মৃত bbox=[19, 736, 106, 756]
man-illustration bbox=[643, 1943, 718, 2066]
solution-row: 9 7 8 3 4 5 2 3 5 bbox=[394, 1454, 540, 1470]
sudoku-cell[interactable] bbox=[158, 1451, 192, 1485]
legal-body: (১) রেসোনা আলী পিতা-মৃত রজব শেখ, (২) জিয়ারুল শেখ পিতা-আব্দুল শেখ, আমাদের আমমোক্তারনামা বাতিল করা হইল। উক্ত সম্পত্তির সহিত কোনও প্রকার লেনদেন না করিতে অনুরোধ করা হইতেছে। bbox=[1297, 1886, 1399, 2000]
headline: শ্রীনগর থেকে উড়ান ভাড়া মাত্রাছাড়া, মোদীকে চিঠি bbox=[649, 634, 1087, 745]
sudoku-cell[interactable] bbox=[226, 1349, 261, 1383]
sudoku-title: সুদোকু সরল ২৩৪৯ bbox=[115, 1310, 264, 1333]
tender-office: B.D.O & E.O. Santipur Development Block & P.S Fulia Colony, Nadia. bbox=[1302, 2027, 1513, 2052]
